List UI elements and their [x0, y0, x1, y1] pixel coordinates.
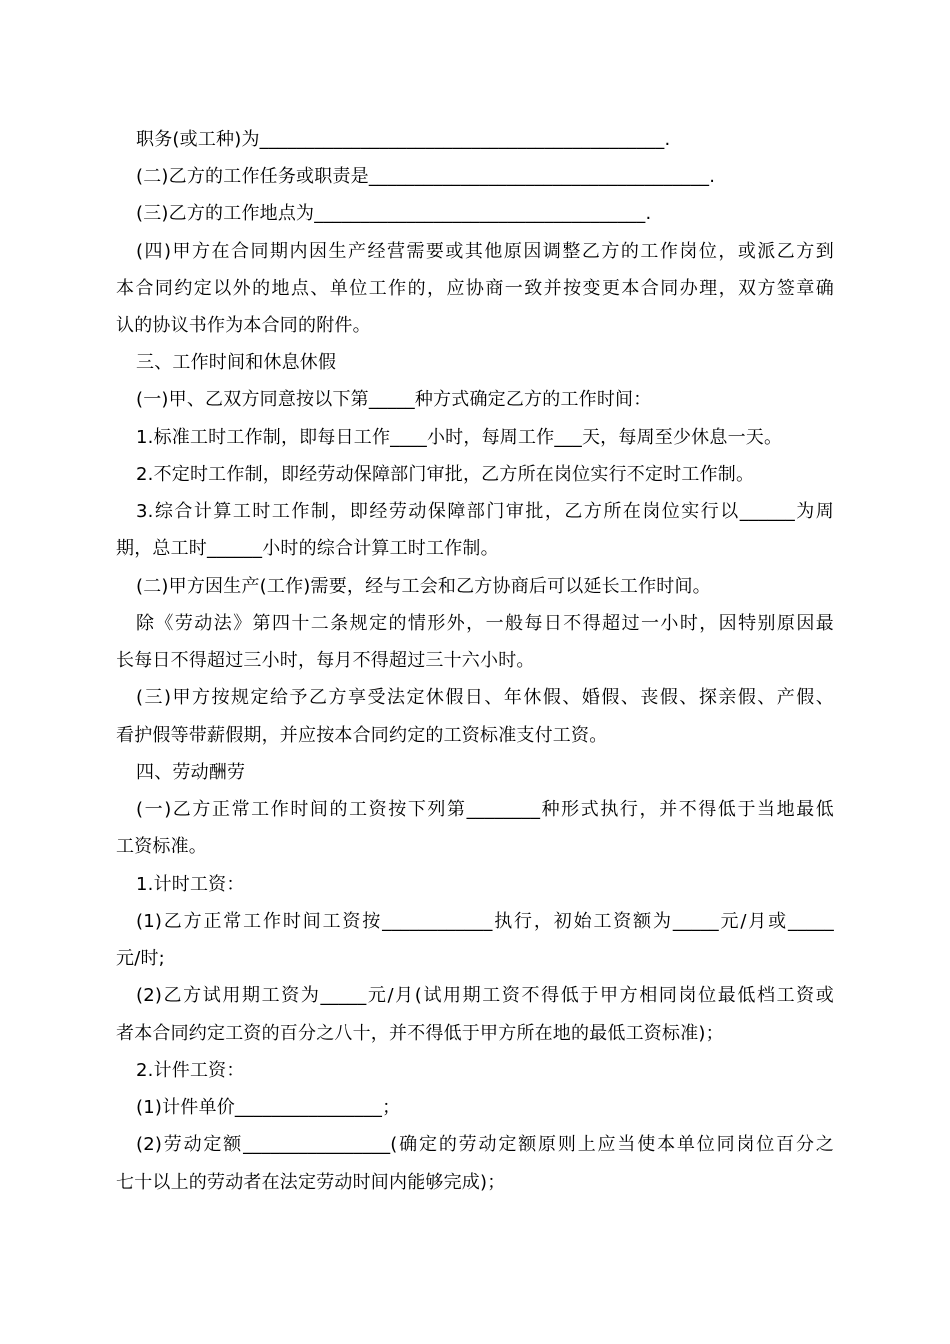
text-line: (1)乙方正常工作时间工资按____________执行，初始工资额为_____元/月或_____ [136, 911, 834, 932]
text-line: (三)甲方按规定给予乙方享受法定休假日、年休假、婚假、丧假、探亲假、产假、 [136, 687, 834, 708]
text-line: 七十以上的劳动者在法定劳动时间内能够完成)； [116, 1172, 506, 1193]
text-line: (四)甲方在合同期内因生产经营需要或其他原因调整乙方的工作岗位，或派乙方到 [136, 241, 834, 262]
text-line: (三)乙方的工作地点为____________________________________. [136, 203, 652, 224]
text-line: 职务(或工种)为____________________________________________. [136, 129, 671, 150]
text-line: 者本合同约定工资的百分之八十，并不得低于甲方所在地的最低工资标准)； [116, 1023, 724, 1044]
text-line: 除《劳动法》第四十二条规定的情形外，一般每日不得超过一小时，因特别原因最 [136, 613, 834, 634]
text-line: 本合同约定以外的地点、单位工作的，应协商一致并按变更本合同办理，双方签章确 [116, 278, 834, 299]
section-heading: 四、劳动酬劳 [136, 762, 246, 783]
text-line: (二)乙方的工作任务或职责是_____________________________________. [136, 166, 716, 187]
text-line: (二)甲方因生产(工作)需要，经与工会和乙方协商后可以延长工作时间。 [136, 576, 711, 597]
text-line: 2.不定时工作制，即经劳动保障部门审批，乙方所在岗位实行不定时工作制。 [136, 464, 755, 485]
text-line: 工资标准。 [116, 836, 207, 857]
text-line: 3.综合计算工时工作制，即经劳动保障部门审批，乙方所在岗位实行以______为周 [136, 501, 834, 522]
section-heading: 三、工作时间和休息休假 [136, 352, 337, 373]
text-line: 2.计件工资： [136, 1060, 245, 1081]
text-line: 元/时; [116, 948, 165, 969]
text-line: 1.标准工时工作制，即每日工作____小时，每周工作___天，每周至少休息一天。 [136, 427, 783, 448]
text-line: 长每日不得超过三小时，每月不得超过三十六小时。 [116, 650, 535, 671]
text-line: (一)乙方正常工作时间的工资按下列第________种形式执行，并不得低于当地最低 [136, 799, 834, 820]
text-line: 1.计时工资： [136, 874, 245, 895]
text-line: (1)计件单价________________； [136, 1097, 401, 1118]
text-line: 认的协议书作为本合同的附件。 [116, 315, 371, 336]
text-line: (2)乙方试用期工资为_____元/月(试用期工资不得低于甲方相同岗位最低档工资或 [136, 985, 834, 1006]
text-line: 期，总工时______小时的综合计算工时工作制。 [116, 538, 499, 559]
text-line: (2)劳动定额________________(确定的劳动定额原则上应当使本单位同岗位百分之 [136, 1134, 834, 1155]
text-line: (一)甲、乙双方同意按以下第_____种方式确定乙方的工作时间： [136, 389, 652, 410]
text-line: 看护假等带薪假期，并应按本合同约定的工资标准支付工资。 [116, 725, 608, 746]
